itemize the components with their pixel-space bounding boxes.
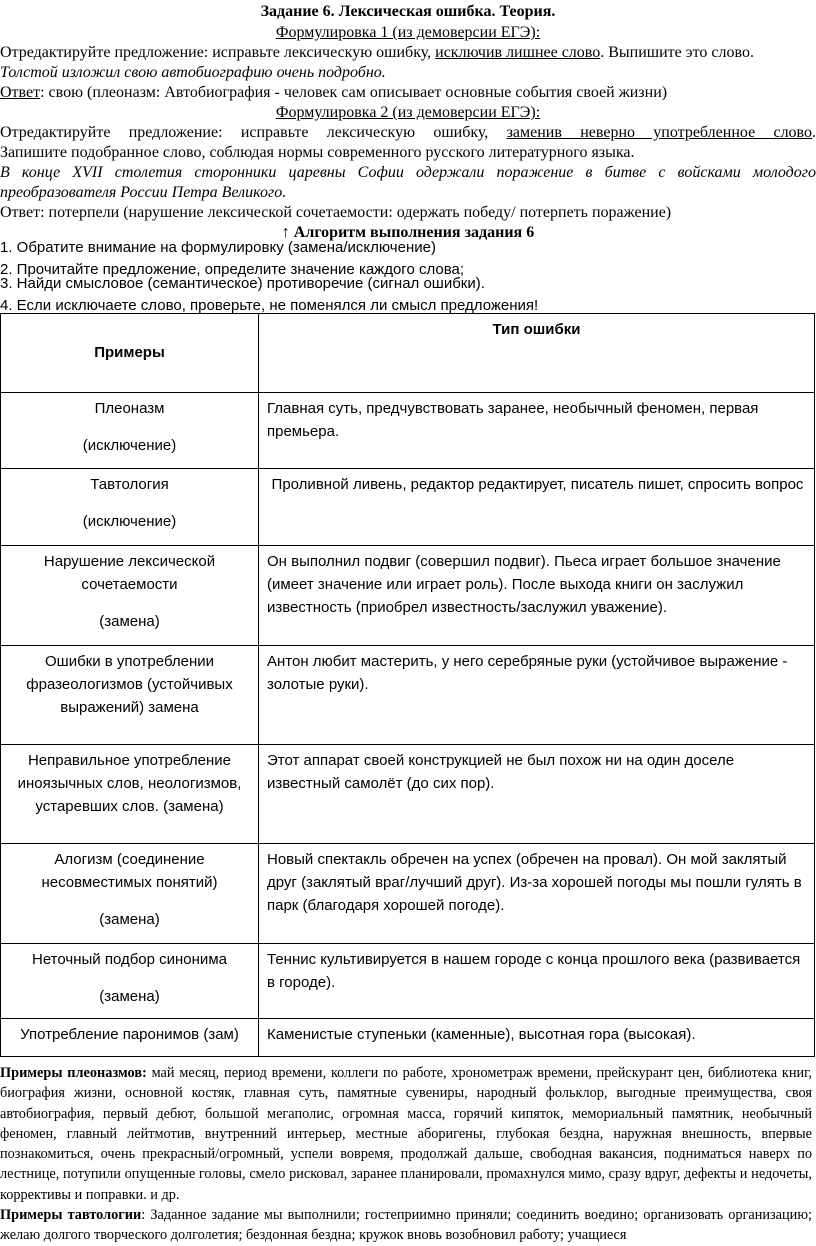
form1-answer-label: Ответ <box>0 84 41 101</box>
error-type-cell: Алогизм (соединение несовместимых понятий) (замена) <box>1 844 259 944</box>
table-row <box>1 646 815 745</box>
example-cell: Каменистые ступеньки (каменные), высотная гора (высокая). <box>259 1019 815 1057</box>
form2-text-underlined: заменив неверно употребленное слово <box>506 124 812 141</box>
form1-text-underlined: исключив лишнее слово <box>435 44 601 61</box>
table-row <box>1 546 815 646</box>
table-row <box>1 844 815 944</box>
error-type-cell: Неточный подбор синонима (замена) <box>1 944 259 1019</box>
form1-heading-text: Формулировка 1 (из демоверсии ЕГЭ): <box>275 24 541 41</box>
form2-heading <box>0 103 816 123</box>
form1-example: Толстой изложил свою автобиографию очень подробно. <box>0 64 386 81</box>
example-cell: Главная суть, предчувствовать заранее, необычный феномен, первая премьера. <box>259 393 815 469</box>
error-type-cell: Неправильное употребление иноязычных слов, неологизмов, устаревших слов. (замена) <box>1 745 259 844</box>
algorithm-title: ↑ Алгоритм выполнения задания 6 <box>281 224 535 241</box>
example-cell: Этот аппарат своей конструкцией не был похож ни на один доселе известный самолёт (до сих пор). <box>259 745 815 844</box>
form1-answer-text: : свою (плеоназм: Автобиография - человек сам описывает основные события своей жизни) <box>40 84 668 101</box>
form2-instruction <box>0 123 816 143</box>
form1-text-a: Отредактируйте предложение: исправьте лексическую ошибку, <box>0 44 436 61</box>
table-row <box>1 745 815 844</box>
form1-text-b: . Выпишите это слово. <box>600 44 754 61</box>
table-header-row <box>1 314 815 393</box>
form2-answer: Ответ: потерпели (нарушение лексической сочетаемости: одержать победу/ потерпеть поражение) <box>0 204 672 221</box>
error-type-cell: Употребление паронимов (зам) <box>1 1019 259 1057</box>
algorithm-step: 2. Прочитайте предложение, определите значение каждого слова; <box>0 261 465 278</box>
tautology-text: : Заданное задание мы выполнили; гостеприимно приняли; соединить воедино; организовать организацию; желаю долгого творческого долголетия; бездонная бездна; кружок вновь возобновил работу; учащиеся <box>0 1207 812 1244</box>
form2-text-b: . <box>812 124 816 141</box>
column-header-type: Тип ошибки <box>259 314 815 393</box>
example-cell: Новый спектакль обречен на успех (обречен на провал). Он мой заклятый друг (заклятый враг/лучший друг). Из-за хорошей погоды мы пошли гулять в парк (благодаря хорошей погоде). <box>259 844 815 944</box>
error-type-cell: Плеоназм (исключение) <box>1 393 259 469</box>
form2-example-line2: преобразователя России Петра Великого. <box>0 184 287 201</box>
table-row <box>1 944 815 1019</box>
pleonasm-label: Примеры плеоназмов: <box>0 1065 147 1081</box>
example-cell: Проливной ливень, редактор редактирует, писатель пишет, спросить вопрос <box>259 469 815 546</box>
example-cell: Теннис культивируется в нашем городе с конца прошлого века (развивается в городе). <box>259 944 815 1019</box>
table-row <box>1 1019 815 1057</box>
example-cell: Антон любит мастерить, у него серебряные руки (устойчивое выражение - золотые руки). <box>259 646 815 745</box>
table-row <box>1 469 815 546</box>
algorithm-step: 4. Если исключаете слово, проверьте, не поменялся ли смысл предложения! <box>0 297 539 314</box>
form1-answer <box>0 83 816 103</box>
algorithm-step: 3. Найди смысловое (семантическое) противоречие (сигнал ошибки). <box>0 275 485 292</box>
tautology-label: Примеры тавтологии <box>0 1207 142 1224</box>
examples-section <box>0 1063 812 1246</box>
column-header-examples: Примеры <box>1 314 259 393</box>
form2-example-line1: В конце XVII столетия сторонники царевны Софии одержали поражение в битве с войсками молодого <box>0 164 816 181</box>
pleonasm-text: май месяц, период времени, коллеги по работе, хронометраж времени, прейскурант цен, библиотека книг, биография жизни, основной костяк, главная суть, памятные сувениры, народный фольклор, выгодные преимущества, своя автобиография, первый дебют, большой мегаполис, огромная масса, горячий кипяток, мемориальный памятник, необычный феномен, главный лейтмотив, внутренний интерьер, местные аборигены, глубокая бездна, наружная внешность, впервые познакомиться, очень прекрасный/огромный, успели вовремя, продолжай дальше, свободная вакансия, подниматься наверх по лестнице, потупили опущенные головы, смело рисковал, заранее планировали, промахнулся мимо, сразу вдруг, дефекты и недочеты, коррективы и поправки. и др. <box>0 1065 812 1203</box>
example-cell: Он выполнил подвиг (совершил подвиг). Пьеса играет большое значение (имеет значение или играет роль). После выхода книги он заслужил известность (приобрел известность/заслужил уважение). <box>259 546 815 646</box>
error-type-cell: Ошибки в употреблении фразеологизмов (устойчивых выражений) замена <box>1 646 259 745</box>
algorithm-step: 1. Обратите внимание на формулировку (замена/исключение) <box>0 239 436 256</box>
error-type-cell: Тавтология (исключение) <box>1 469 259 546</box>
page-title: Задание 6. Лексическая ошибка. Теория. <box>260 3 556 20</box>
form2-text-a: Отредактируйте предложение: исправьте лексическую ошибку, <box>0 124 507 141</box>
error-types-table <box>0 313 815 1057</box>
form2-instruction-line2: Запишите подобранное слово, соблюдая нормы современного русского литературного языка. <box>0 144 635 161</box>
table-row <box>1 393 815 469</box>
form1-instruction <box>0 43 816 63</box>
form1-heading <box>0 23 816 43</box>
error-type-cell: Нарушение лексической сочетаемости (замена) <box>1 546 259 646</box>
form2-heading-text: Формулировка 2 (из демоверсии ЕГЭ): <box>275 104 541 121</box>
